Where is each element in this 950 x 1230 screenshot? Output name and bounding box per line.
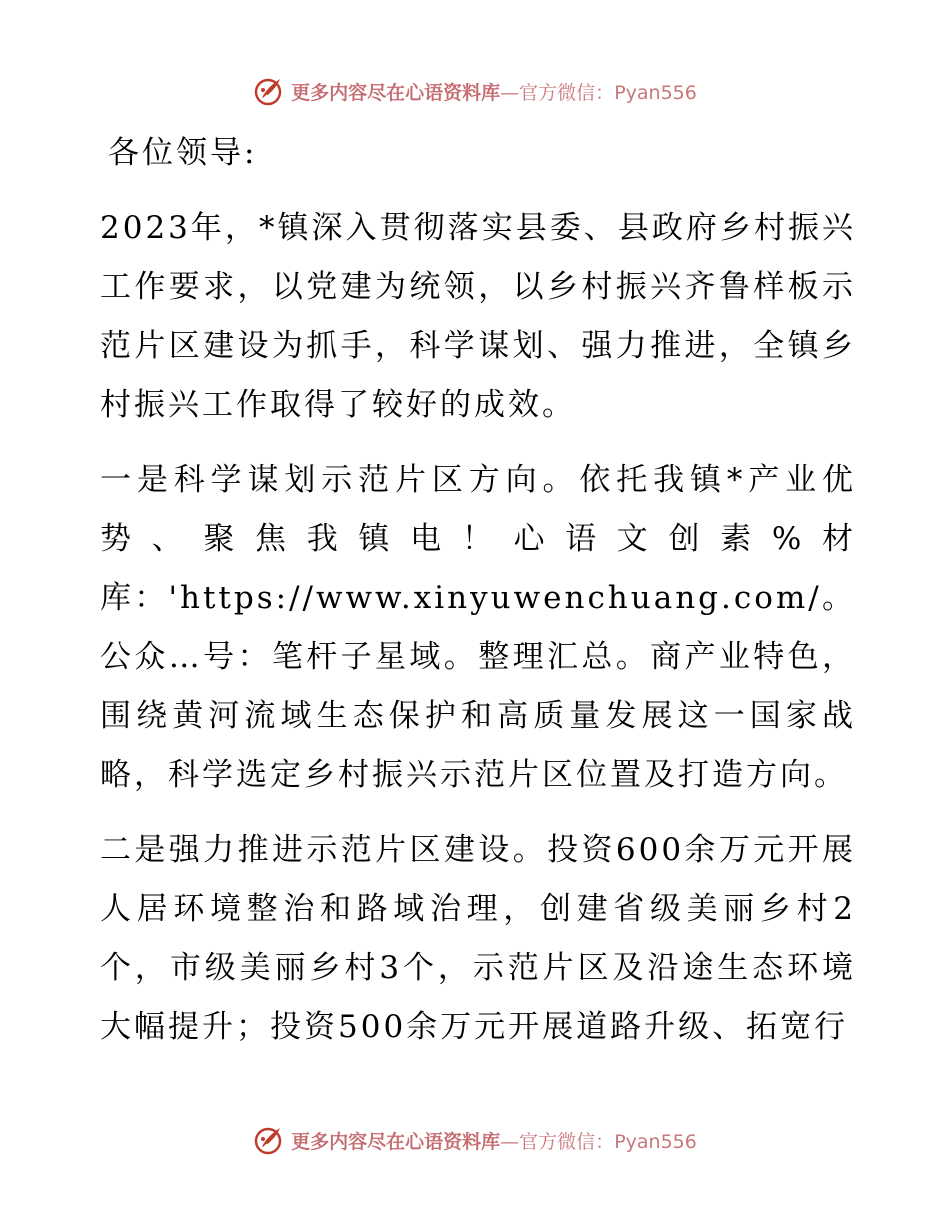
- footer-wechat-id: Pyan556: [614, 1130, 697, 1153]
- document-body: [96, 122, 856, 1057]
- footer-banner: [0, 1120, 950, 1160]
- header-banner-content: [253, 75, 697, 107]
- header-official-label: 官方微信：: [519, 81, 615, 104]
- paragraph-point-one: 一是科学谋划示范片区方向。依托我镇*产业优势、聚焦我镇电！心语文创素%材库：'https://www.xinyuwenchuang.com/。公众…号：笔杆子星域。整理汇总。商产业特色，围绕黄河流域生态保护和高质量发展这一国家战略，科学选定乡村振兴示范片区位置及打造方向。: [100, 462, 856, 793]
- header-brand-text: 更多内容尽在心语资料库: [291, 81, 501, 104]
- header-wechat-id: Pyan556: [614, 81, 697, 104]
- header-banner-text: [291, 78, 697, 105]
- footer-brand-text: 更多内容尽在心语资料库: [291, 1130, 501, 1153]
- paragraph-intro: 2023年，*镇深入贯彻落实县委、县政府乡村振兴工作要求，以党建为统领，以乡村振兴齐鲁样板示范片区建设为抓手，科学谋划、强力推进，全镇乡村振兴工作取得了较好的成效。: [100, 210, 856, 423]
- header-banner: [0, 71, 950, 111]
- footer-official-label: 官方微信：: [519, 1130, 615, 1153]
- footer-separator: —: [500, 1130, 520, 1153]
- footer-banner-text: [291, 1127, 697, 1154]
- header-separator: —: [500, 81, 520, 104]
- paragraph-point-two: 二是强力推进示范片区建设。投资600余万元开展人居环境整治和路域治理，创建省级美丽乡村2个，市级美丽乡村3个，示范片区及沿途生态环境大幅提升；投资500余万元开展道路升级、拓宽行: [100, 832, 856, 1045]
- footer-banner-content: [253, 1124, 697, 1156]
- quill-pen-logo-icon: [253, 1124, 285, 1156]
- quill-pen-logo-icon: [253, 75, 285, 107]
- salutation: 各位领导:: [108, 135, 258, 171]
